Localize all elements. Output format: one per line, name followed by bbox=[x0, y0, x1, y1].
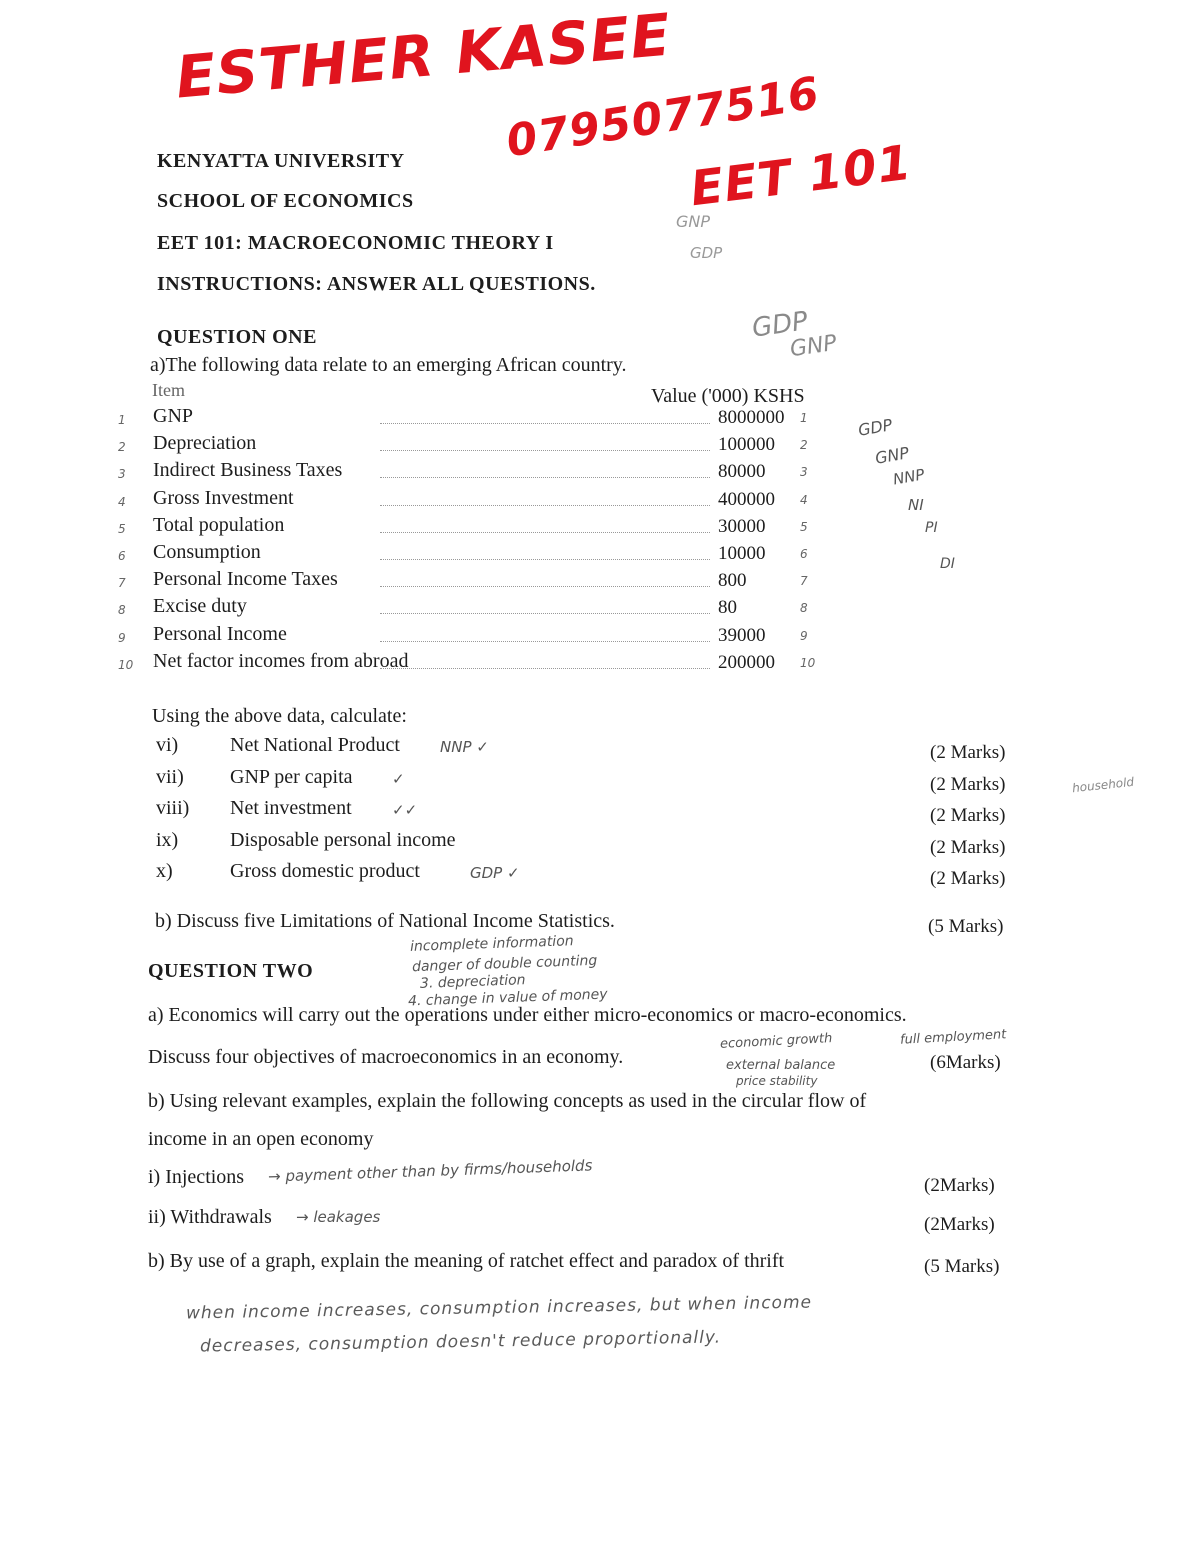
instructions: INSTRUCTIONS: ANSWER ALL QUESTIONS. bbox=[157, 273, 596, 295]
table-row-value: 30000 bbox=[718, 515, 766, 537]
student-name: ESTHER KASEE bbox=[172, 0, 674, 112]
q2-injections: i) Injections bbox=[148, 1166, 245, 1188]
row-number: 8 bbox=[118, 603, 126, 618]
q1-intro: a)The following data relate to an emerging African country. bbox=[150, 354, 627, 376]
side-note-4: NI bbox=[908, 496, 924, 514]
q2-a-line2: Discuss four objectives of macroeconomics in an economy. bbox=[148, 1046, 624, 1068]
row-number: 3 bbox=[118, 467, 126, 482]
q2-c-answer-1: when income increases, consumption increases, but when income bbox=[185, 1292, 813, 1324]
row-tally-mark: 2 bbox=[800, 438, 808, 453]
table-row-value: 8000000 bbox=[718, 407, 785, 428]
table-row-value: 10000 bbox=[718, 543, 766, 564]
table-row-item: Consumption bbox=[153, 541, 261, 563]
table-row-value: 100000 bbox=[718, 434, 775, 456]
row-number: 6 bbox=[118, 549, 126, 563]
row-tally-mark: 8 bbox=[800, 601, 808, 616]
table-row-item: Indirect Business Taxes bbox=[153, 459, 343, 482]
side-note-3: NNP bbox=[891, 465, 926, 489]
row-tally-mark: 10 bbox=[800, 655, 816, 670]
table-row-item: Excise duty bbox=[153, 595, 247, 618]
q2-a-note-1: economic growth bbox=[719, 1031, 833, 1052]
row-tally-mark: 9 bbox=[800, 628, 808, 643]
row-number: 5 bbox=[118, 521, 126, 536]
calc-part-marks: (2 Marks) bbox=[930, 742, 1006, 763]
margin-note-gdp-mid: GDP bbox=[750, 306, 810, 344]
q1-b-answer-1: incomplete information bbox=[409, 933, 574, 955]
leader-dots bbox=[380, 613, 710, 614]
calc-part-number: ix) bbox=[156, 828, 179, 851]
calc-part-note: GDP ✓ bbox=[470, 864, 520, 882]
margin-note-gnp-mid: GNP bbox=[788, 330, 839, 363]
calc-part-marks: (2 Marks) bbox=[930, 805, 1006, 826]
side-note-1: GDP bbox=[856, 415, 894, 440]
row-number: 1 bbox=[118, 413, 126, 427]
row-tally-mark: 5 bbox=[800, 519, 808, 534]
calc-part-text: Net investment bbox=[230, 797, 352, 819]
row-tally-mark: 7 bbox=[800, 574, 808, 589]
margin-note-gnp-top: GNP bbox=[676, 212, 711, 231]
table-row-value: 39000 bbox=[718, 624, 766, 646]
table-row-item: Total population bbox=[153, 513, 285, 536]
calc-part-marks: (2 Marks) bbox=[930, 836, 1006, 858]
margin-note-household: household bbox=[1071, 774, 1135, 796]
table-row-item: Depreciation bbox=[153, 432, 257, 455]
table-row-item: Personal Income bbox=[153, 622, 287, 645]
q1-b-answer-4: 4. change in value of money bbox=[407, 986, 608, 1010]
calc-part-marks: (2 Marks) bbox=[930, 868, 1006, 889]
calc-part-number: viii) bbox=[156, 797, 190, 819]
q1-b-answer-3: 3. depreciation bbox=[419, 972, 526, 992]
calc-part-text: GNP per capita bbox=[230, 765, 353, 788]
leader-dots bbox=[380, 477, 710, 478]
course-title: EET 101: MACROECONOMIC THEORY I bbox=[157, 232, 554, 254]
school-name: SCHOOL OF ECONOMICS bbox=[157, 190, 414, 212]
q1-b-marks: (5 Marks) bbox=[928, 916, 1004, 937]
calc-part-text: Gross domestic product bbox=[230, 860, 420, 882]
row-number: 9 bbox=[118, 630, 126, 645]
course-code-handwritten: EET 101 bbox=[687, 134, 915, 218]
leader-dots bbox=[380, 559, 710, 560]
q1-title: QUESTION ONE bbox=[157, 326, 317, 348]
q2-b-line2: income in an open economy bbox=[148, 1128, 374, 1150]
leader-dots bbox=[380, 586, 710, 587]
university-name: KENYATTA UNIVERSITY bbox=[157, 150, 405, 172]
table-row-item: Gross Investment bbox=[153, 486, 294, 509]
q2-c-marks: (5 Marks) bbox=[924, 1256, 1000, 1277]
margin-note-gdp-top: GDP bbox=[690, 244, 723, 262]
table-row-item: GNP bbox=[153, 405, 194, 427]
row-number: 4 bbox=[118, 494, 126, 509]
leader-dots bbox=[380, 668, 710, 669]
q1-b-answer-2: danger of double counting bbox=[411, 952, 598, 976]
student-phone: 0795077516 bbox=[502, 67, 824, 168]
q2-a-note-2: full employment bbox=[899, 1027, 1007, 1048]
col-header-value: Value ('000) KSHS bbox=[651, 385, 805, 407]
q2-title: QUESTION TWO bbox=[148, 960, 314, 982]
side-note-5: PI bbox=[925, 520, 938, 536]
leader-dots bbox=[380, 641, 710, 642]
row-number: 10 bbox=[118, 657, 134, 672]
q2-a-line1: a) Economics will carry out the operations under either micro-economics or macro-economics. bbox=[148, 1004, 907, 1026]
leader-dots bbox=[380, 450, 710, 451]
row-number: 7 bbox=[118, 576, 126, 591]
col-header-item: Item bbox=[152, 380, 185, 400]
calc-intro: Using the above data, calculate: bbox=[152, 705, 407, 727]
q2-c-answer-2: decreases, consumption doesn't reduce proportionally. bbox=[199, 1327, 722, 1357]
q2-withdrawals-marks: (2Marks) bbox=[924, 1214, 995, 1235]
calc-part-number: vi) bbox=[156, 734, 179, 756]
row-tally-mark: 3 bbox=[800, 465, 808, 480]
leader-dots bbox=[380, 423, 710, 424]
table-row-item: Personal Income Taxes bbox=[153, 568, 338, 591]
table-row-value: 800 bbox=[718, 570, 747, 592]
leader-dots bbox=[380, 505, 710, 506]
row-tally-mark: 6 bbox=[800, 547, 808, 561]
q1-b-text: b) Discuss five Limitations of National Income Statistics. bbox=[155, 910, 615, 932]
q2-c-text: b) By use of a graph, explain the meaning of ratchet effect and paradox of thrift bbox=[148, 1250, 785, 1272]
q2-b-line1: b) Using relevant examples, explain the following concepts as used in the circular flow of bbox=[148, 1090, 867, 1112]
calc-part-marks: (2 Marks) bbox=[930, 773, 1006, 795]
side-note-2: GNP bbox=[873, 443, 911, 468]
q2-a-marks: (6Marks) bbox=[930, 1052, 1001, 1073]
table-row-value: 400000 bbox=[718, 488, 775, 510]
row-number: 2 bbox=[118, 440, 126, 455]
q2-a-note-4: price stability bbox=[736, 1074, 818, 1088]
calc-part-note: ✓✓ bbox=[392, 801, 418, 819]
table-row-value: 80 bbox=[718, 597, 737, 619]
table-row-item: Net factor incomes from abroad bbox=[153, 649, 409, 672]
row-tally-mark: 1 bbox=[800, 411, 808, 425]
q2-a-note-3: external balance bbox=[726, 1058, 836, 1073]
calc-part-note: ✓ bbox=[392, 769, 405, 788]
side-note-6: DI bbox=[940, 556, 955, 572]
q2-injections-marks: (2Marks) bbox=[924, 1175, 995, 1196]
leader-dots bbox=[380, 532, 710, 533]
row-tally-mark: 4 bbox=[800, 492, 808, 507]
q2-injections-note: → payment other than by firms/households bbox=[267, 1156, 593, 1186]
calc-part-note: NNP ✓ bbox=[440, 738, 489, 756]
calc-part-text: Disposable personal income bbox=[230, 828, 456, 851]
calc-part-text: Net National Product bbox=[230, 734, 400, 756]
table-row-value: 200000 bbox=[718, 651, 775, 673]
calc-part-number: vii) bbox=[156, 765, 184, 788]
q2-withdrawals-note: → leakages bbox=[296, 1208, 381, 1226]
calc-part-number: x) bbox=[156, 860, 173, 882]
q2-withdrawals: ii) Withdrawals bbox=[148, 1206, 272, 1228]
table-row-value: 80000 bbox=[718, 461, 766, 483]
